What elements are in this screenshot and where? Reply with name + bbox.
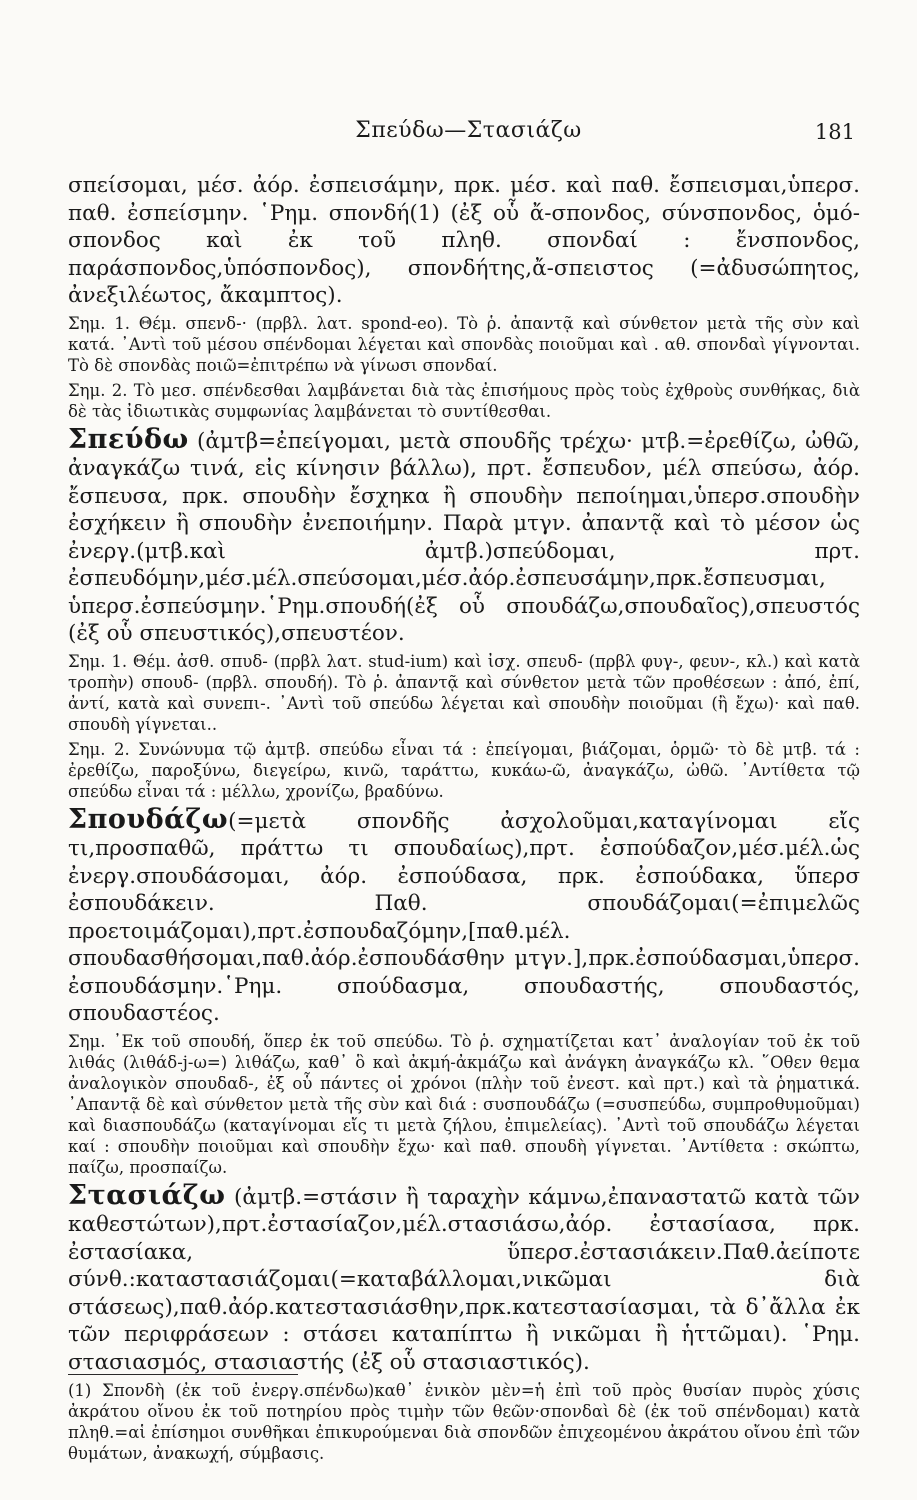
page-number: 181: [814, 120, 855, 144]
entry-body: (ἀμτβ.=στάσιν ἢ ταραχὴν κάμνω,ἐπαναστατῶ κατὰ τῶν καθεστώτων),πρτ.ἐστασίαζον,μέλ.στασιάσω,ἀόρ. ἐστασίασα, πρκ. ἐστασίακα, ὕπερσ.ἐστασιάκειν.Παθ.ἀείποτε σύνθ.:καταστασιάζομαι(=καταβάλλομαι,νικῶμαι διὰ στάσεως),παθ.ἀόρ.κατεστασιάσθην,πρκ.κατεστασίασμαι, τὰ δ᾿ἄλλα ἐκ τῶν περιφράσεων : στάσει καταπίπτω ἢ νικῶμαι ἢ ἡττῶμαι). ῾Ρημ. στασιασμός, στασιαστής (ἐξ οὗ στασιαστικός).: [68, 1184, 860, 1375]
entry-body-wrapper: [68, 423, 860, 648]
entry-headword: Σπεύδω: [68, 423, 189, 455]
entry-headword: Στασιάζω: [68, 1179, 226, 1211]
entry-note: Σημ. 2. Συνώνυμα τῷ ἀμτβ. σπεύδω εἶναι τά : ἐπείγομαι, βιάζομαι, ὁρμῶ· τὸ δὲ μτβ. τά : ἐρεθίζω, παροξύνω, διεγείρω, κινῶ, ταράττω, κυκάω-ῶ, ἀναγκάζω, ὠθῶ. ᾿Αντίθετα τῷ σπεύδω εἶναι τά : μέλλω, χρονίζω, βραδύνω.: [68, 739, 860, 801]
dictionary-entry-stasiazo: [68, 1179, 860, 1377]
entry-body: (=μετὰ σπονδῆς ἀσχολοῦμαι,καταγίνομαι εἴς τι,προσπαθῶ, πράττω τι σπουδαίως),πρτ. ἐσπούδαζον,μέσ.μέλ.ὡς ἐνεργ.σπουδάσομαι, ἀόρ. ἐσπούδασα, πρκ. ἐσπούδακα, ὕπερσ ἐσπουδάκειν. Παθ. σπουδάζομαι(=ἐπιμελῶς προετοιμάζομαι),πρτ.ἐσπουδαζόμην,[παθ.μέλ. σπουδασθήσομαι,παθ.ἀόρ.ἐσπουδάσθην μτγν.],πρκ.ἐσπούδασμαι,ὑπερσ. ἐσπουδάσμην.῾Ρημ. σπούδασμα, σπουδαστής, σπουδαστός, σπουδαστέος.: [68, 808, 860, 1026]
running-title: Σπεύδω—Στασιάζω: [355, 118, 582, 143]
entry-body: σπείσομαι, μέσ. ἀόρ. ἐσπεισάμην, πρκ. μέσ. καὶ παθ. ἔσπεισμαι,ὑπερσ. παθ. ἐσπείσμην. ῾Ρημ. σπονδή(1) (ἐξ οὗ ἄ-σπονδος, σύνσπονδος, ὁμό-σπονδος καὶ ἐκ τοῦ πληθ. σπονδαί : ἔνσπονδος, παράσπονδος,ὑπόσπονδος), σπονδήτης,ἄ-σπειστος (=ἀδυσώπητος, ἀνεξιλέωτος, ἄκαμπτος).: [68, 173, 860, 308]
entry-note: Σημ. 1. Θέμ. σπενδ-· (πρβλ. λατ. spond-eo). Τὸ ῥ. ἀπαντᾷ καὶ σύνθετον μετὰ τῆς σὺν καὶ κατά. ᾿Αντὶ τοῦ μέσου σπένδομαι λέγεται καὶ σπονδὰς ποιοῦμαι καὶ . αθ. σπονδαὶ γίγνονται. Τὸ δὲ σπονδὰς ποιῶ=ἐπιτρέπω νὰ γίνωσι σπονδαί.: [68, 313, 860, 375]
footnote: (1) Σπονδὴ (ἐκ τοῦ ἐνεργ.σπένδω)καθ᾿ ἑνικὸν μὲν=ἡ ἐπὶ τοῦ πρὸς θυσίαν πυρὸς χύσις ἀκράτου οἴνου ἐκ τοῦ ποτηρίου πρὸς τιμὴν τῶν θεῶν·σπονδαὶ δὲ (ἐκ τοῦ σπένδομαι) κατὰ πληθ.=αἱ ἐπίσημοι συνθῆκαι ἐπικυρούμεναι διὰ σπονδῶν ἐπιχεομένου ἀκράτου οἴνου ἐπὶ τῶν θυμάτων, ἀνακωχή, σύμβασις.: [68, 1381, 860, 1463]
dictionary-entry-spendo-continuation: [68, 172, 860, 422]
entry-note: Σημ. 1. Θέμ. ἀσθ. σπυδ- (πρβλ λατ. stud-ium) καὶ ἰσχ. σπευδ- (πρβλ φυγ-, φευν-, κλ.) καὶ κατὰ τροπὴν) σπουδ- (πρβλ. σπουδή). Τὸ ῥ. ἀπαντᾷ καὶ σύνθετον μετὰ τῶν προθέσεων : ἀπό, ἐπί, ἀντί, κατὰ καὶ συνεπι-. ᾿Αντὶ τοῦ σπεύδω λέγεται καὶ σπουδὴν ποιοῦμαι (ἢ ἔχω)· καὶ παθ. σπουδὴ γίγνεται..: [68, 651, 860, 734]
entry-body-wrapper: [68, 1179, 860, 1377]
entry-note: Σημ. ᾿Εκ τοῦ σπουδή, ὅπερ ἐκ τοῦ σπεύδω. Τὸ ῥ. σχηματίζεται κατ᾿ ἀναλογίαν τοῦ ἐκ τοῦ λιθάς (λιθάδ-j-ω=) λιθάζω, καθ᾿ ὃ καὶ ἀκμή-ἀκμάζω καὶ ἀνάγκη ἀναγκάζω κλ. ῞Οθεν θεμα ἀναλογικὸν σπουδαδ-, ἐξ οὗ πάντες οἱ χρόνοι (πλὴν τοῦ ἐνεστ. καὶ πρτ.) καὶ τὰ ῥηματικά. ᾿Απαντᾷ δὲ καὶ σύνθετον μετὰ τῆς σὺν καὶ διά : συσπουδάζω (=συσπεύδω, συμπροθυμοῦμαι) καὶ διασπουδάζω (καταγίνομαι εἴς τι μετὰ ζήλου, ἐπιμελείας). ᾿Αντὶ τοῦ σπουδάζω λέγεται καί : σπουδὴν ποιοῦμαι καὶ σπουδὴν ἔχω· καὶ παθ. σπουδὴ γίγνεται. ᾿Αντίθετα : σκώπτω, παίζω, προσπαίζω.: [68, 1031, 860, 1177]
dictionary-entry-speudo: [68, 423, 860, 802]
footnote-divider: [68, 1374, 298, 1375]
page-header: [70, 118, 867, 154]
entry-headword: Σπουδάζω: [68, 803, 229, 835]
dictionary-entry-spoudazo: [68, 803, 860, 1178]
entry-body-wrapper: [68, 803, 860, 1028]
page-body: [68, 172, 860, 1379]
entry-body: (ἀμτβ=ἐπείγομαι, μετὰ σπουδῆς τρέχω· μτβ.=ἐρεθίζω, ὠθῶ, ἀναγκάζω τινά, εἰς κίνησιν βάλλω), πρτ. ἔσπευδον, μέλ σπεύσω, ἀόρ. ἔσπευσα, πρκ. σπουδὴν ἔσχηκα ἢ σπουδὴν πεποίημαι,ὑπερσ.σπουδὴν ἐσχήκειν ἢ σπουδὴν ἐνεποιήμην. Παρὰ μτγν. ἀπαντᾷ καὶ τὸ μέσον ὡς ἐνεργ.(μτβ.καὶ ἀμτβ.)σπεύδομαι, πρτ. ἐσπευδόμην,μέσ.μέλ.σπεύσομαι,μέσ.ἀόρ.ἐσπευσάμην,πρκ.ἔσπευσμαι, ὑπερσ.ἐσπεύσμην.῾Ρημ.σπουδή(ἐξ οὗ σπουδάζω,σπουδαῖος),σπευστός (ἐξ οὗ σπευστικός),σπευστέον.: [68, 428, 860, 646]
entry-note: Σημ. 2. Τὸ μεσ. σπένδεσθαι λαμβάνεται διὰ τὰς ἐπισήμους πρὸς τοὺς ἐχθροὺς συνθήκας, διὰ δὲ τὰς ἰδιωτικὰς συμφωνίας λαμβάνεται τὸ συντίθεσθαι.: [68, 380, 860, 421]
